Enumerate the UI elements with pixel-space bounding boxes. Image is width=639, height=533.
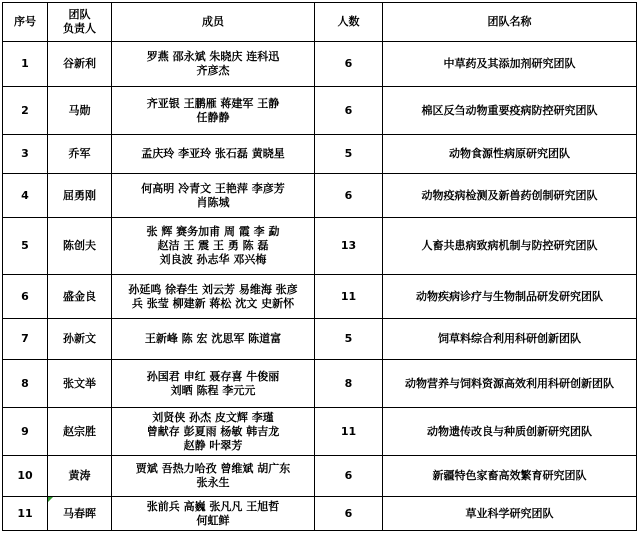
cell-team-name: 新疆特色家畜高效繁育研究团队 (383, 456, 637, 497)
team-table (2, 2, 637, 531)
table-row (3, 319, 637, 360)
table-row (3, 174, 637, 218)
cell-leader-text: 马春晖 (63, 506, 96, 520)
table-row (3, 42, 637, 87)
cell-members: 罗燕 邵永斌 朱晓庆 连科迅 齐彦杰 (112, 42, 315, 87)
header-no: 序号 (3, 3, 48, 42)
cell-members: 齐亚银 王鹏雁 蒋建军 王静 任静静 (112, 87, 315, 135)
cell-corner-flag-icon (48, 497, 53, 502)
cell-team-name: 棉区反刍动物重要疫病防控研究团队 (383, 87, 637, 135)
table-row (3, 135, 637, 174)
table-row (3, 87, 637, 135)
cell-leader: 陈创夫 (48, 218, 112, 275)
cell-no: 2 (3, 87, 48, 135)
cell-members: 张前兵 高巍 张凡凡 王旭哲 何虹鲜 (112, 497, 315, 531)
cell-no: 8 (3, 360, 48, 408)
cell-members: 王新峰 陈 宏 沈思军 陈道富 (112, 319, 315, 360)
cell-no: 11 (3, 497, 48, 531)
cell-count: 6 (315, 456, 383, 497)
header-members: 成员 (112, 3, 315, 42)
cell-team-name: 中草药及其添加剂研究团队 (383, 42, 637, 87)
cell-no: 9 (3, 408, 48, 456)
table-row (3, 275, 637, 319)
cell-no: 4 (3, 174, 48, 218)
cell-team-name: 人畜共患病致病机制与防控研究团队 (383, 218, 637, 275)
cell-team-name: 饲草料综合利用科研创新团队 (383, 319, 637, 360)
cell-leader: 张文举 (48, 360, 112, 408)
cell-count: 6 (315, 174, 383, 218)
cell-team-name: 动物疫病检测及新兽药创制研究团队 (383, 174, 637, 218)
cell-count: 8 (315, 360, 383, 408)
header-row (3, 3, 637, 42)
cell-members: 张 辉 赛务加甫 周 霞 李 勐 赵洁 王 震 王 勇 陈 磊 刘良波 孙志华 邓兴梅 (112, 218, 315, 275)
cell-count: 5 (315, 319, 383, 360)
cell-team-name: 动物营养与饲料资源高效利用科研创新团队 (383, 360, 637, 408)
cell-leader: 乔军 (48, 135, 112, 174)
cell-leader: 赵宗胜 (48, 408, 112, 456)
cell-members: 贾斌 吾热力哈孜 曾维斌 胡广东 张永生 (112, 456, 315, 497)
cell-leader (48, 497, 112, 531)
cell-no: 3 (3, 135, 48, 174)
cell-leader: 盛金良 (48, 275, 112, 319)
cell-no: 6 (3, 275, 48, 319)
cell-members: 孙延鸣 徐春生 刘云芳 易维海 张彦 兵 张莹 柳建新 蒋松 沈文 史新怀 (112, 275, 315, 319)
header-count: 人数 (315, 3, 383, 42)
cell-team-name: 动物食源性病原研究团队 (383, 135, 637, 174)
cell-members: 孙国君 申红 聂存喜 牛俊丽 刘晒 陈程 李元元 (112, 360, 315, 408)
cell-count: 11 (315, 408, 383, 456)
cell-leader: 孙新文 (48, 319, 112, 360)
cell-count: 6 (315, 42, 383, 87)
cell-team-name: 动物遗传改良与种质创新研究团队 (383, 408, 637, 456)
table-row (3, 456, 637, 497)
table-row (3, 360, 637, 408)
cell-leader: 屈勇刚 (48, 174, 112, 218)
cell-team-name: 动物疾病诊疗与生物制品研发研究团队 (383, 275, 637, 319)
cell-count: 5 (315, 135, 383, 174)
cell-leader: 黄涛 (48, 456, 112, 497)
cell-team-name: 草业科学研究团队 (383, 497, 637, 531)
cell-members: 何高明 冷青文 王艳萍 李彦芳 肖陈城 (112, 174, 315, 218)
table-row (3, 497, 637, 531)
cell-leader: 马勋 (48, 87, 112, 135)
cell-no: 5 (3, 218, 48, 275)
cell-leader: 谷新利 (48, 42, 112, 87)
cell-no: 10 (3, 456, 48, 497)
cell-members: 孟庆玲 李亚玲 张石磊 黄晓星 (112, 135, 315, 174)
header-team-name: 团队名称 (383, 3, 637, 42)
cell-count: 13 (315, 218, 383, 275)
cell-count: 6 (315, 497, 383, 531)
header-leader: 团队 负责人 (48, 3, 112, 42)
cell-no: 7 (3, 319, 48, 360)
table-row (3, 408, 637, 456)
cell-count: 11 (315, 275, 383, 319)
cell-no: 1 (3, 42, 48, 87)
table-row (3, 218, 637, 275)
cell-members: 刘贤侠 孙杰 皮文辉 李瑾 曾献存 彭夏雨 杨敏 韩吉龙 赵静 叶翠芳 (112, 408, 315, 456)
cell-count: 6 (315, 87, 383, 135)
